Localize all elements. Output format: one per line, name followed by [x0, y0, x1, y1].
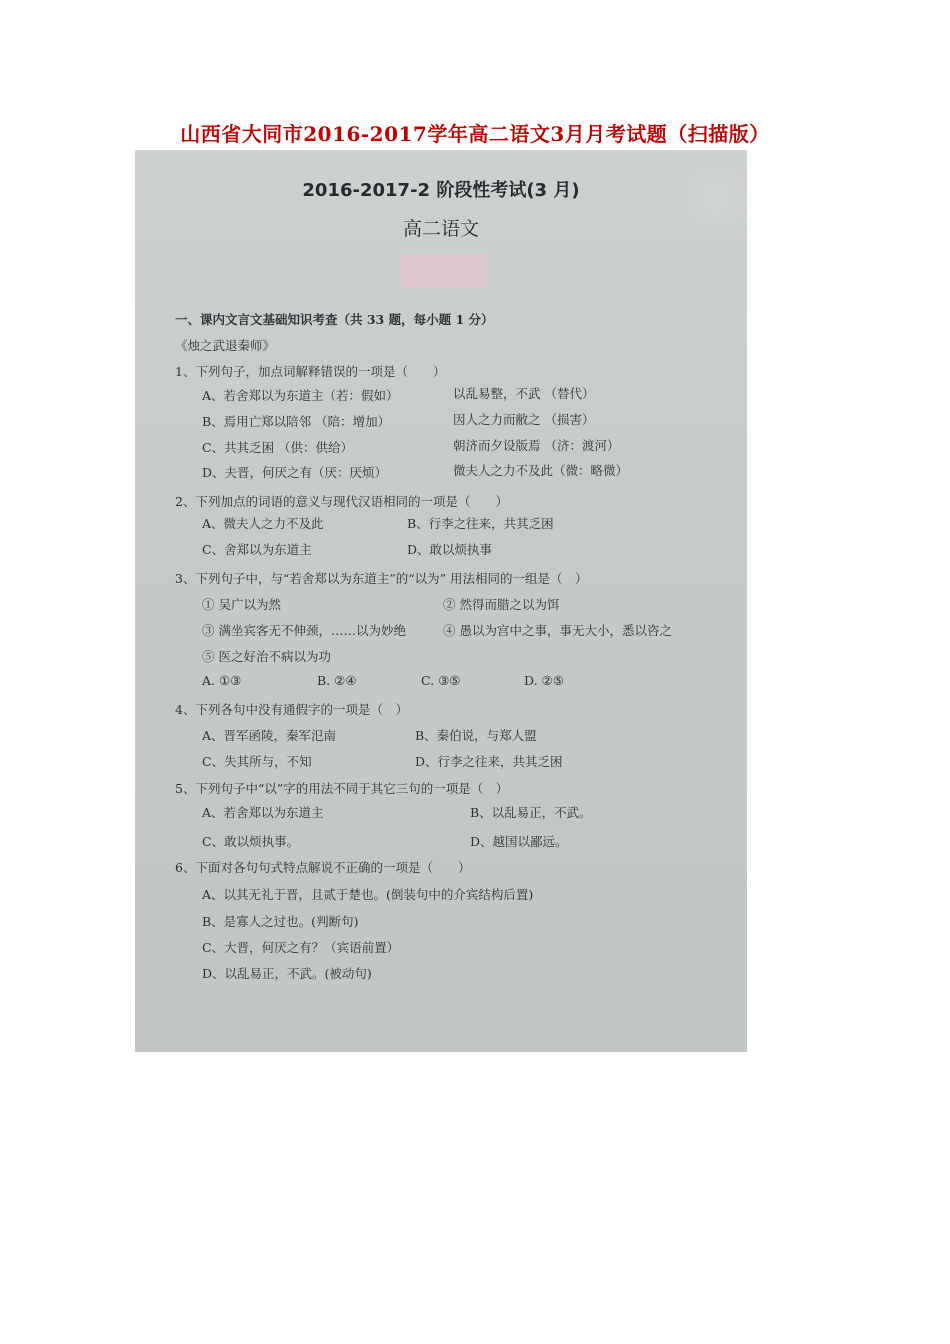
question-1: 1、下列句子，加点词解释错误的一项是（ ） [175, 364, 446, 379]
q1-option-c-right: 朝济而夕设版焉 （济：渡河） [453, 438, 620, 453]
exam-heading: 2016-2017-2 阶段性考试(3 月) [302, 180, 580, 201]
q3-option-d: D. ②⑤ [524, 673, 564, 688]
question-3: 3、下列句子中，与“若舍郑以为东道主”的“以为” 用法相同的一组是（ ） [175, 571, 588, 586]
q1-option-b-right: 因人之力而敝之 （损害） [453, 412, 595, 427]
q1-option-c-left: C、共其乏困 （供：供给） [202, 440, 354, 455]
q3-option-a: A. ①③ [202, 673, 242, 688]
q5-option-c: C、敢以烦执事。 [202, 834, 300, 849]
question-4: 4、下列各句中没有通假字的一项是（ ） [175, 702, 408, 717]
q4-option-d: D、行李之往来，共其乏困 [415, 754, 563, 769]
q3-option-c: C. ③⑤ [421, 673, 461, 688]
q3-item-3: ③ 满坐宾客无不伸颈，……以为妙绝 [202, 623, 406, 638]
q4-option-b: B、秦伯说，与郑人盟 [415, 728, 537, 743]
question-5: 5、下列句子中“以”字的用法不同于其它三句的一项是（ ） [175, 781, 509, 796]
q1-option-d-right: 微夫人之力不及此（微：略微） [453, 463, 629, 478]
q5-option-a: A、若舍郑以为东道主 [202, 805, 324, 820]
text-title: 《烛之武退秦师》 [175, 338, 276, 353]
q1-option-a-right: 以乱易整，不武 （替代） [453, 386, 595, 401]
q3-item-1: ① 吴广以为然 [202, 597, 281, 612]
q4-option-c: C、失其所与，不知 [202, 754, 312, 769]
q2-option-d: D、敢以烦执事 [407, 542, 493, 557]
q1-option-b-left: B、焉用亡郑以陪邻 （陪：增加） [202, 414, 391, 429]
question-6: 6、下面对各句句式特点解说不正确的一项是（ ） [175, 860, 471, 875]
q3-item-2: ② 然得而腊之以为饵 [443, 597, 560, 612]
scanned-exam-image [135, 150, 747, 1052]
question-2: 2、下列加点的词语的意义与现代汉语相同的一项是（ ） [175, 494, 508, 509]
q5-option-d: D、越国以鄙远。 [470, 834, 568, 849]
q1-option-d-left: D、夫晋，何厌之有（厌：厌烦） [202, 465, 388, 480]
q3-option-b: B. ②④ [317, 673, 357, 688]
q1-option-a-left: A、若舍郑以为东道主（若：假如） [202, 388, 399, 403]
q6-option-a: A、以其无礼于晋，且贰于楚也。(倒装句中的介宾结构后置) [202, 887, 534, 902]
q6-option-d: D、以乱易正，不武。(被动句) [202, 966, 372, 981]
q6-option-c: C、大晋，何厌之有？（宾语前置） [202, 940, 400, 955]
q2-option-c: C、舍郑以为东道主 [202, 542, 312, 557]
document-title: 山西省大同市2016-2017学年高二语文3月月考试题（扫描版） [180, 122, 770, 146]
q3-item-4: ④ 愚以为宫中之事，事无大小，悉以咨之 [443, 623, 672, 638]
exam-subject: 高二语文 [402, 218, 479, 240]
q3-item-5: ⑤ 医之好治不病以为功 [202, 649, 331, 664]
q4-option-a: A、晋军函陵，秦军氾南 [202, 728, 337, 743]
section-title: 一、课内文言文基础知识考查（共 33 题，每小题 1 分） [175, 312, 494, 327]
q5-option-b: B、以乱易正，不武。 [470, 805, 592, 820]
q2-option-b: B、行李之往来，共其乏困 [407, 516, 554, 531]
q6-option-b: B、是寡人之过也。(判断句) [202, 914, 359, 929]
q2-option-a: A、微夫人之力不及此 [202, 516, 324, 531]
redacted-area [401, 254, 487, 288]
